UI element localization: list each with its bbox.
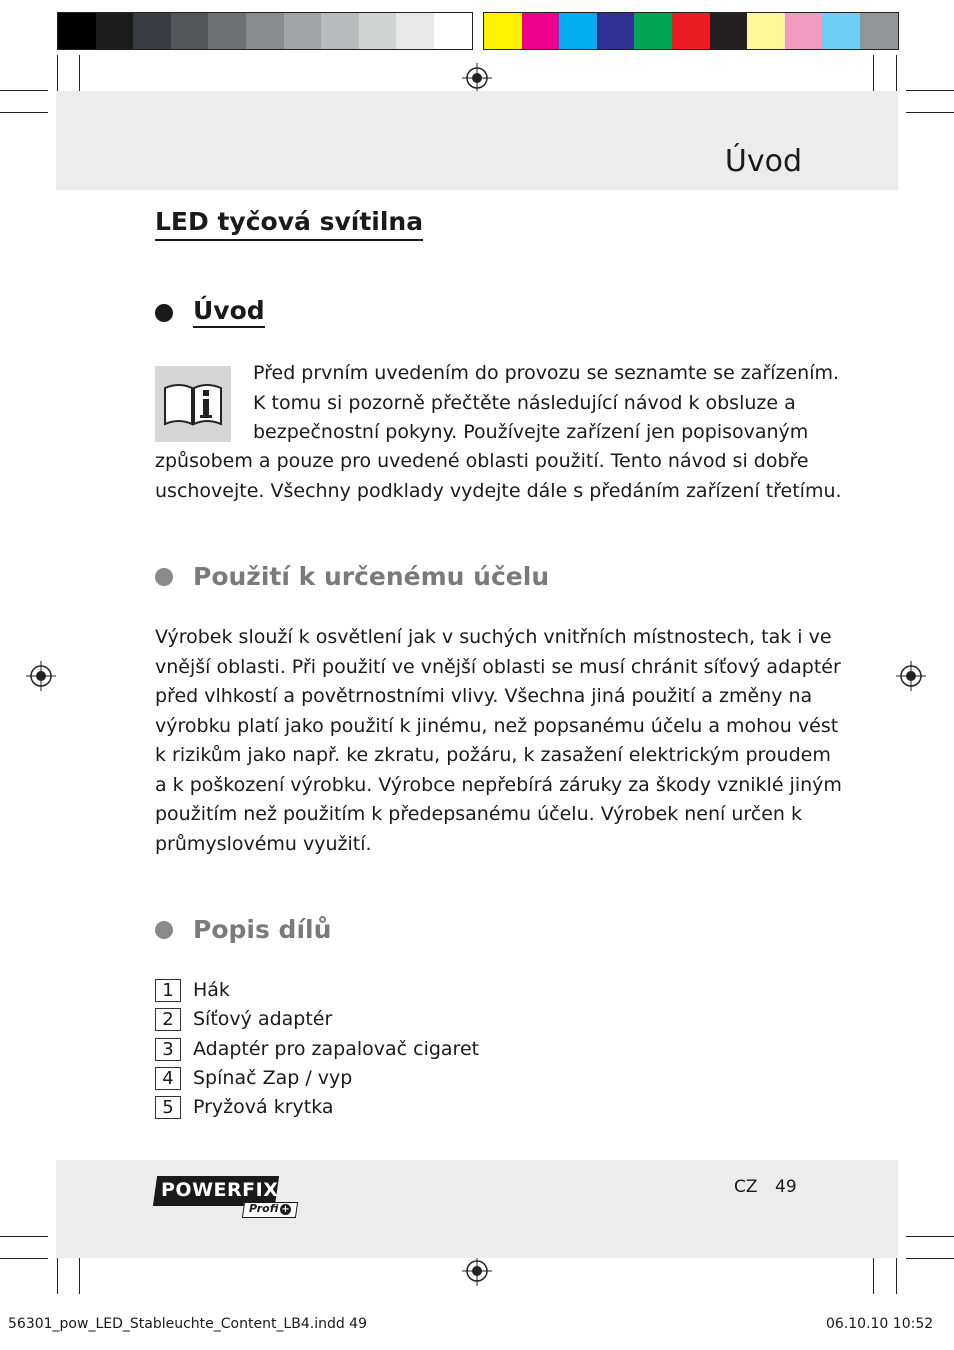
part-label: Síťový adaptér: [193, 1008, 333, 1030]
plus-icon: +: [281, 1204, 290, 1215]
color-bar-frame: [57, 12, 473, 50]
part-number: 5: [155, 1096, 181, 1119]
part-label: Adaptér pro zapalovač cigaret: [193, 1038, 480, 1060]
header-title: Úvod: [724, 144, 802, 179]
part-number: 3: [155, 1038, 181, 1061]
intro-line: způsobem a pouze pro uvedené oblasti použití. Tento návod si dobře: [155, 450, 809, 472]
intended-use-heading: Použití k určenému účelu: [193, 562, 550, 591]
part-label: Pryžová krytka: [193, 1096, 334, 1118]
brand-name: POWERFIX: [161, 1179, 279, 1201]
footer-language: CZ: [734, 1177, 758, 1197]
powerfix-logo: [155, 1176, 299, 1220]
intro-heading: Úvod: [193, 296, 265, 328]
intro-line: uschovejte. Všechny podklady vydejte dále s předáním zařízení třetímu.: [155, 479, 842, 502]
part-number: 4: [155, 1067, 181, 1090]
page-number: 49: [775, 1177, 797, 1197]
intended-use-line: použitím než použitím k předepsanému účelu. Výrobek není určen k: [155, 803, 802, 825]
intended-use-line: k rizikům jako např. ke zkratu, požáru, k zasažení elektrickým proudem: [155, 744, 831, 766]
intended-use-line: před vlhkostí a povětrnostními vlivy. Všechna jiná použití a změny na: [155, 685, 813, 707]
intended-use-line: Výrobek slouží k osvětlení jak v suchých vnitřních místnostech, tak i ve: [155, 626, 832, 648]
part-label: Hák: [193, 979, 230, 1001]
slug-date: 06.10.10 10:52: [826, 1316, 934, 1332]
document-title: LED tyčová svítilna: [155, 207, 423, 241]
part-number: 2: [155, 1008, 181, 1031]
intro-line: K tomu si pozorně přečtěte následující návod k obsluze a: [253, 391, 796, 414]
intended-use-text: [155, 623, 842, 859]
intended-use-line: a k poškození výrobku. Výrobce nepřebírá záruky za škody vzniklé jiným: [155, 773, 842, 796]
section-bullet: [155, 568, 173, 586]
intro-line: bezpečnostní pokyny. Používejte zařízení jen popisovaným: [253, 421, 809, 443]
section-bullet: [155, 921, 173, 939]
part-label: Spínač Zap / vyp: [193, 1067, 353, 1089]
color-bar-frame: [483, 12, 899, 50]
registration-mark-icon: [462, 1256, 492, 1286]
manual-info-icon: [155, 366, 231, 442]
intended-use-line: průmyslovému využití.: [155, 832, 372, 855]
intro-line: Před prvním uvedením do provozu se seznamte se zařízením.: [253, 362, 840, 384]
registration-mark-icon: [26, 661, 56, 691]
part-number: 1: [155, 979, 181, 1002]
brand-sub: Profi: [249, 1202, 279, 1215]
intended-use-line: výrobku platí jako použití k jinému, než popsanému účelu a mohou vést: [155, 714, 839, 737]
registration-mark-icon: [462, 63, 492, 93]
parts-heading: Popis dílů: [193, 915, 332, 944]
intended-use-line: vnější oblasti. Při použití ve vnější oblasti se musí chránit síťový adaptér: [155, 655, 841, 678]
slug-filename: 56301_pow_LED_Stableuchte_Content_LB4.indd 49: [8, 1316, 367, 1332]
registration-mark-icon: [896, 661, 926, 691]
intro-text-block-2: [155, 447, 842, 506]
section-bullet: [155, 304, 173, 322]
intro-text-block-1: [253, 359, 839, 448]
